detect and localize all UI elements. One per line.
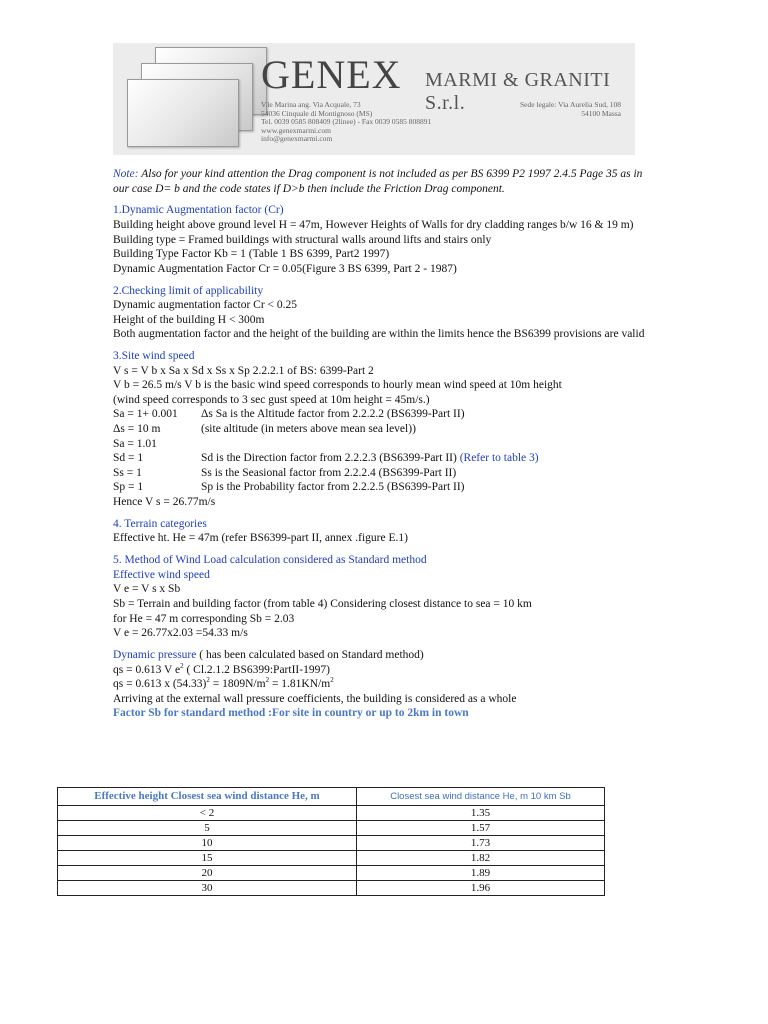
table-row: [58, 881, 605, 896]
subsection-heading: Effective wind speed: [113, 568, 210, 581]
logo-name: GENEX: [261, 52, 402, 97]
table-row: [58, 836, 605, 851]
section-heading-line: [113, 648, 658, 663]
column-header: Closest sea wind distance He, m 10 km Sb: [357, 788, 605, 806]
text-line: Sb = Terrain and building factor (from table 4) Considering closest distance to sea = 10 km: [113, 597, 532, 610]
text-fragment: ( has been calculated based on Standard method): [196, 648, 424, 661]
text-fragment: ( Cl.2.1.2 BS6399:PartII-1997): [183, 663, 330, 676]
text-line: Dynamic Augmentation Factor Cr = 0.05(Figure 3 BS 6399, Part 2 - 1987): [113, 262, 457, 275]
formula-desc: (site altitude (in meters above mean sea level)): [201, 423, 416, 436]
he-cell: 10: [58, 836, 357, 851]
section-heading: 3.Site wind speed: [113, 350, 195, 363]
section-heading: Dynamic pressure: [113, 648, 197, 661]
section-heading: 2.Checking limit of applicability: [113, 284, 264, 297]
table-row: [58, 806, 605, 821]
text-line: V e = 26.77x2.03 =54.33 m/s: [113, 627, 248, 640]
superscript: 2: [330, 676, 334, 685]
address-line: info@genexmarmi.com: [261, 134, 333, 144]
he-cell: 30: [58, 881, 357, 896]
he-cell: 5: [58, 821, 357, 836]
text-line: (wind speed corresponds to 3 sec gust speed at 10m height = 45m/s.): [113, 393, 430, 406]
he-cell: < 2: [58, 806, 357, 821]
sb-cell: 1.57: [357, 821, 605, 836]
text-line: [113, 451, 658, 466]
table-row: [58, 821, 605, 836]
sb-cell: 1.82: [357, 851, 605, 866]
address-line: 54100 Massa: [581, 108, 621, 118]
superscript: 2: [206, 676, 210, 685]
sb-factor-table: [57, 787, 605, 896]
letterhead: [113, 43, 635, 155]
sb-cell: 1.73: [357, 836, 605, 851]
he-cell: 15: [58, 851, 357, 866]
address-line: V.le Marina ang. Via Acquale, 73: [261, 100, 361, 109]
sb-cell: 1.89: [357, 866, 605, 881]
formula-term: Sp = 1: [113, 481, 144, 494]
sb-cell: 1.35: [357, 806, 605, 821]
text-line: V e = V s x Sb: [113, 583, 181, 596]
table-title: Factor Sb for standard method :For site in country or up to 2km in town: [113, 707, 469, 720]
sb-cell: 1.96: [357, 881, 605, 896]
text-fragment: qs = 0.613 V e: [113, 663, 181, 676]
logo-sheet: [127, 79, 239, 147]
text-line: [113, 480, 658, 495]
column-header: Effective height Closest sea wind distance He, m: [58, 788, 357, 806]
text-fragment: = 1.81KN/m: [269, 678, 331, 691]
document-body: [113, 167, 658, 720]
text-line: Building Type Factor Kb = 1 (Table 1 BS 6399, Part2 1997): [113, 248, 390, 261]
section-heading: 4. Terrain categories: [113, 517, 207, 530]
section-heading: 1.Dynamic Augmentation factor (Cr): [113, 204, 284, 217]
table-header-row: [58, 788, 605, 806]
table-row: [58, 866, 605, 881]
address-line: 54036 Cinquale di Montignoso (MS): [261, 108, 373, 118]
table-reference: (Refer to table 3): [456, 452, 539, 465]
superscript: 2: [265, 676, 270, 685]
note-paragraph: [113, 167, 658, 196]
superscript: 2: [180, 661, 184, 670]
text-line: for He = 47 m corresponding Sb = 2.03: [113, 612, 295, 625]
formula-term: Ss = 1: [113, 466, 142, 479]
text-fragment: qs = 0.613 x (54.33): [113, 678, 207, 691]
address-right: [520, 101, 621, 118]
address-line: www.genexmarmi.com: [261, 125, 331, 135]
text-line: [113, 407, 658, 422]
formula-desc: Ss is the Seasional factor from 2.2.2.4 (BS6399-Part II): [201, 466, 457, 479]
text-line: Building type = Framed buildings with structural walls around lifts and stairs only: [113, 233, 492, 246]
logo-company: MARMI & GRANITI S.r.l.: [425, 69, 611, 114]
text-line: [113, 422, 658, 437]
formula-term: Δs = 10 m: [113, 423, 161, 436]
formula-desc: Δs Sa is the Altitude factor from 2.2.2.2 (BS6399-Part II): [201, 408, 465, 421]
text-fragment: = 1809N/m: [209, 678, 266, 691]
text-line: V b = 26.5 m/s V b is the basic wind speed corresponds to hourly mean wind speed at 10m height: [113, 379, 562, 392]
address-left: [261, 101, 431, 144]
text-line: Dynamic augmentation factor Cr < 0.25: [113, 299, 298, 312]
formula-line: [113, 663, 658, 678]
text-line: Arriving at the external wall pressure coefficients, the building is considered as a whole: [113, 692, 517, 705]
text-line: Both augmentation factor and the height of the building are within the limits hence the BS6399 provisions are valid: [113, 328, 645, 341]
text-line: Height of the building H < 300m: [113, 313, 265, 326]
text-line: Sa = 1.01: [113, 437, 157, 450]
formula-line: [113, 677, 658, 692]
text-line: V s = V b x Sa x Sd x Ss x Sp 2.2.2.1 of BS: 6399-Part 2: [113, 364, 374, 377]
table-row: [58, 851, 605, 866]
formula-term: Sa = 1+ 0.001: [113, 408, 178, 421]
formula-desc: Sd is the Direction factor from 2.2.2.3 (BS6399-Part II): [201, 452, 457, 465]
text-line: Hence V s = 26.77m/s: [113, 496, 216, 509]
address-line: Tel. 0039 0585 808409 (2linee) - Fax 0039 0585 808891: [261, 117, 432, 127]
text-line: Building height above ground level H = 47m, However Heights of Walls for dry cladding ranges b/w 16 & 19 m): [113, 218, 634, 231]
section-heading: 5. Method of Wind Load calculation considered as Standard method: [113, 554, 427, 567]
text-line: [113, 466, 658, 481]
note-label: Note:: [113, 168, 139, 180]
formula-term: Sd = 1: [113, 452, 144, 465]
text-line: Effective ht. He = 47m (refer BS6399-part II, annex .figure E.1): [113, 532, 408, 545]
address-line: Sede legale: Via Aurelia Sud, 108: [519, 100, 621, 109]
note-text: Also for your kind attention the Drag component is not included as per BS 6399 P2 1997 2.4.5 Page 35 as in our case D= b and the code states if D>b then include the Friction Drag component.: [113, 168, 643, 195]
formula-desc: Sp is the Probability factor from 2.2.2.5 (BS6399-Part II): [201, 481, 465, 494]
he-cell: 20: [58, 866, 357, 881]
